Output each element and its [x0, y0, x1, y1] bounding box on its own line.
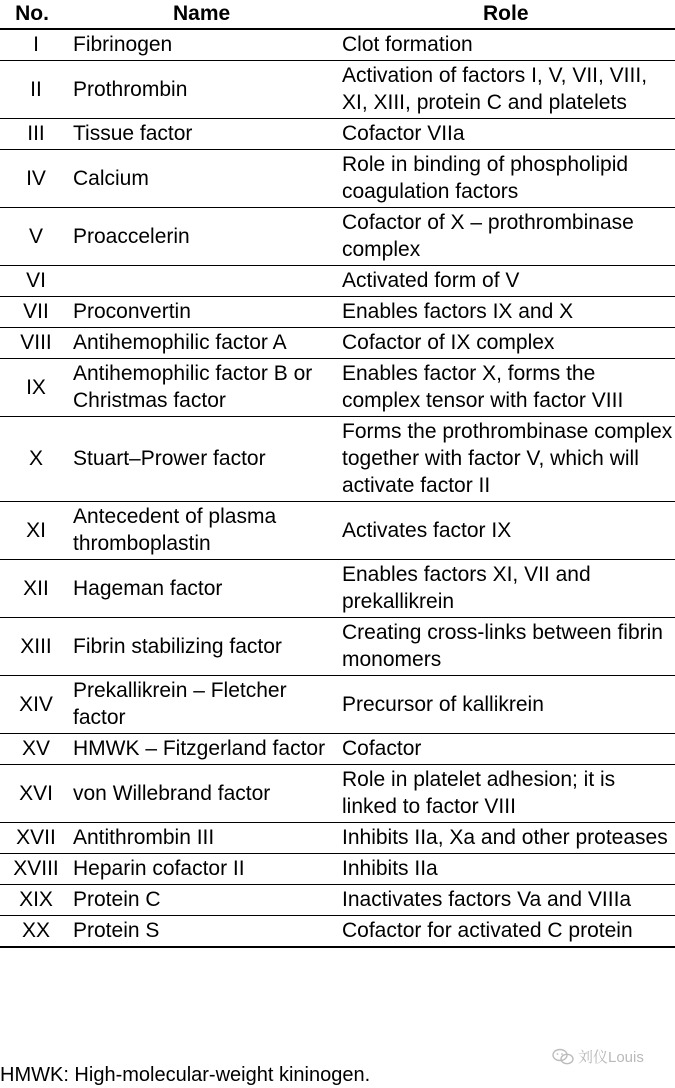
footnote: HMWK: High-molecular-weight kininogen. [0, 1064, 371, 1086]
factor-name: Fibrinogen [70, 29, 340, 61]
factor-name: Proconvertin [70, 297, 340, 328]
factor-name: Tissue factor [70, 119, 340, 150]
factor-name: Hageman factor [70, 560, 340, 618]
factor-number: II [0, 61, 70, 119]
factor-name: HMWK – Fitzgerland factor [70, 734, 340, 765]
factor-name: Antecedent of plasma thromboplastin [70, 502, 340, 560]
wechat-icon [552, 1048, 574, 1066]
header-name: Name [70, 0, 340, 29]
factor-name: Prekallikrein – Fletcher factor [70, 676, 340, 734]
factor-number: VI [0, 266, 70, 297]
factor-number: III [0, 119, 70, 150]
factor-name: Prothrombin [70, 61, 340, 119]
factor-role: Cofactor of X – prothrombinase complex [340, 208, 675, 266]
table-row [0, 560, 675, 618]
factor-number: I [0, 29, 70, 61]
factor-role: Enables factors IX and X [340, 297, 675, 328]
table-row [0, 417, 675, 502]
factor-number: XV [0, 734, 70, 765]
factor-number: IV [0, 150, 70, 208]
factor-name: von Willebrand factor [70, 765, 340, 823]
factor-role: Activated form of V [340, 266, 675, 297]
header-no: No. [0, 0, 70, 29]
factor-name: Antithrombin III [70, 823, 340, 854]
table-row [0, 916, 675, 948]
table-row [0, 150, 675, 208]
factor-role: Cofactor VIIa [340, 119, 675, 150]
factor-role: Inhibits IIa, Xa and other proteases [340, 823, 675, 854]
factor-number: XX [0, 916, 70, 948]
factor-role: Enables factors XI, VII and prekallikrein [340, 560, 675, 618]
table-row [0, 119, 675, 150]
factor-role: Role in binding of phospholipid coagulation factors [340, 150, 675, 208]
table-row [0, 208, 675, 266]
factor-role: Inactivates factors Va and VIIIa [340, 885, 675, 916]
factor-name: Antihemophilic factor A [70, 328, 340, 359]
factor-number: XIX [0, 885, 70, 916]
factor-number: XVII [0, 823, 70, 854]
factor-name: Proaccelerin [70, 208, 340, 266]
factor-role: Activation of factors I, V, VII, VIII, XI, XIII, protein C and platelets [340, 61, 675, 119]
factor-role: Cofactor of IX complex [340, 328, 675, 359]
factor-number: IX [0, 359, 70, 417]
table-row [0, 885, 675, 916]
factor-number: X [0, 417, 70, 502]
table-row [0, 618, 675, 676]
table-body [0, 29, 675, 947]
factor-number: VII [0, 297, 70, 328]
factor-role: Inhibits IIa [340, 854, 675, 885]
factor-name: Heparin cofactor II [70, 854, 340, 885]
table-row [0, 854, 675, 885]
table-row [0, 734, 675, 765]
header-row [0, 0, 675, 29]
factor-role: Forms the prothrombinase complex together with factor V, which will activate factor II [340, 417, 675, 502]
factor-number: XVI [0, 765, 70, 823]
table-row [0, 266, 675, 297]
header-role: Role [340, 0, 675, 29]
factor-number: XII [0, 560, 70, 618]
table-row [0, 765, 675, 823]
factor-number: XIII [0, 618, 70, 676]
factor-role: Enables factor X, forms the complex tensor with factor VIII [340, 359, 675, 417]
factor-name: Calcium [70, 150, 340, 208]
factor-role: Cofactor for activated C protein [340, 916, 675, 948]
table-row [0, 823, 675, 854]
factor-name: Antihemophilic factor B or Christmas factor [70, 359, 340, 417]
watermark [552, 1046, 644, 1067]
watermark-text: 刘仪Louis [578, 1049, 644, 1066]
factor-number: V [0, 208, 70, 266]
factor-role: Cofactor [340, 734, 675, 765]
factor-number: VIII [0, 328, 70, 359]
factor-role: Role in platelet adhesion; it is linked to factor VIII [340, 765, 675, 823]
table-row [0, 328, 675, 359]
table-row [0, 359, 675, 417]
table-row [0, 502, 675, 560]
factor-name [70, 266, 340, 297]
table-row [0, 676, 675, 734]
factor-role: Precursor of kallikrein [340, 676, 675, 734]
table-header [0, 0, 675, 29]
factor-role: Activates factor IX [340, 502, 675, 560]
table-row [0, 29, 675, 61]
table-row [0, 297, 675, 328]
factor-number: XIV [0, 676, 70, 734]
table-row [0, 61, 675, 119]
factor-name: Fibrin stabilizing factor [70, 618, 340, 676]
factor-name: Stuart–Prower factor [70, 417, 340, 502]
factor-role: Creating cross-links between fibrin monomers [340, 618, 675, 676]
factor-name: Protein C [70, 885, 340, 916]
factor-number: XI [0, 502, 70, 560]
factor-role: Clot formation [340, 29, 675, 61]
factor-name: Protein S [70, 916, 340, 948]
factor-number: XVIII [0, 854, 70, 885]
